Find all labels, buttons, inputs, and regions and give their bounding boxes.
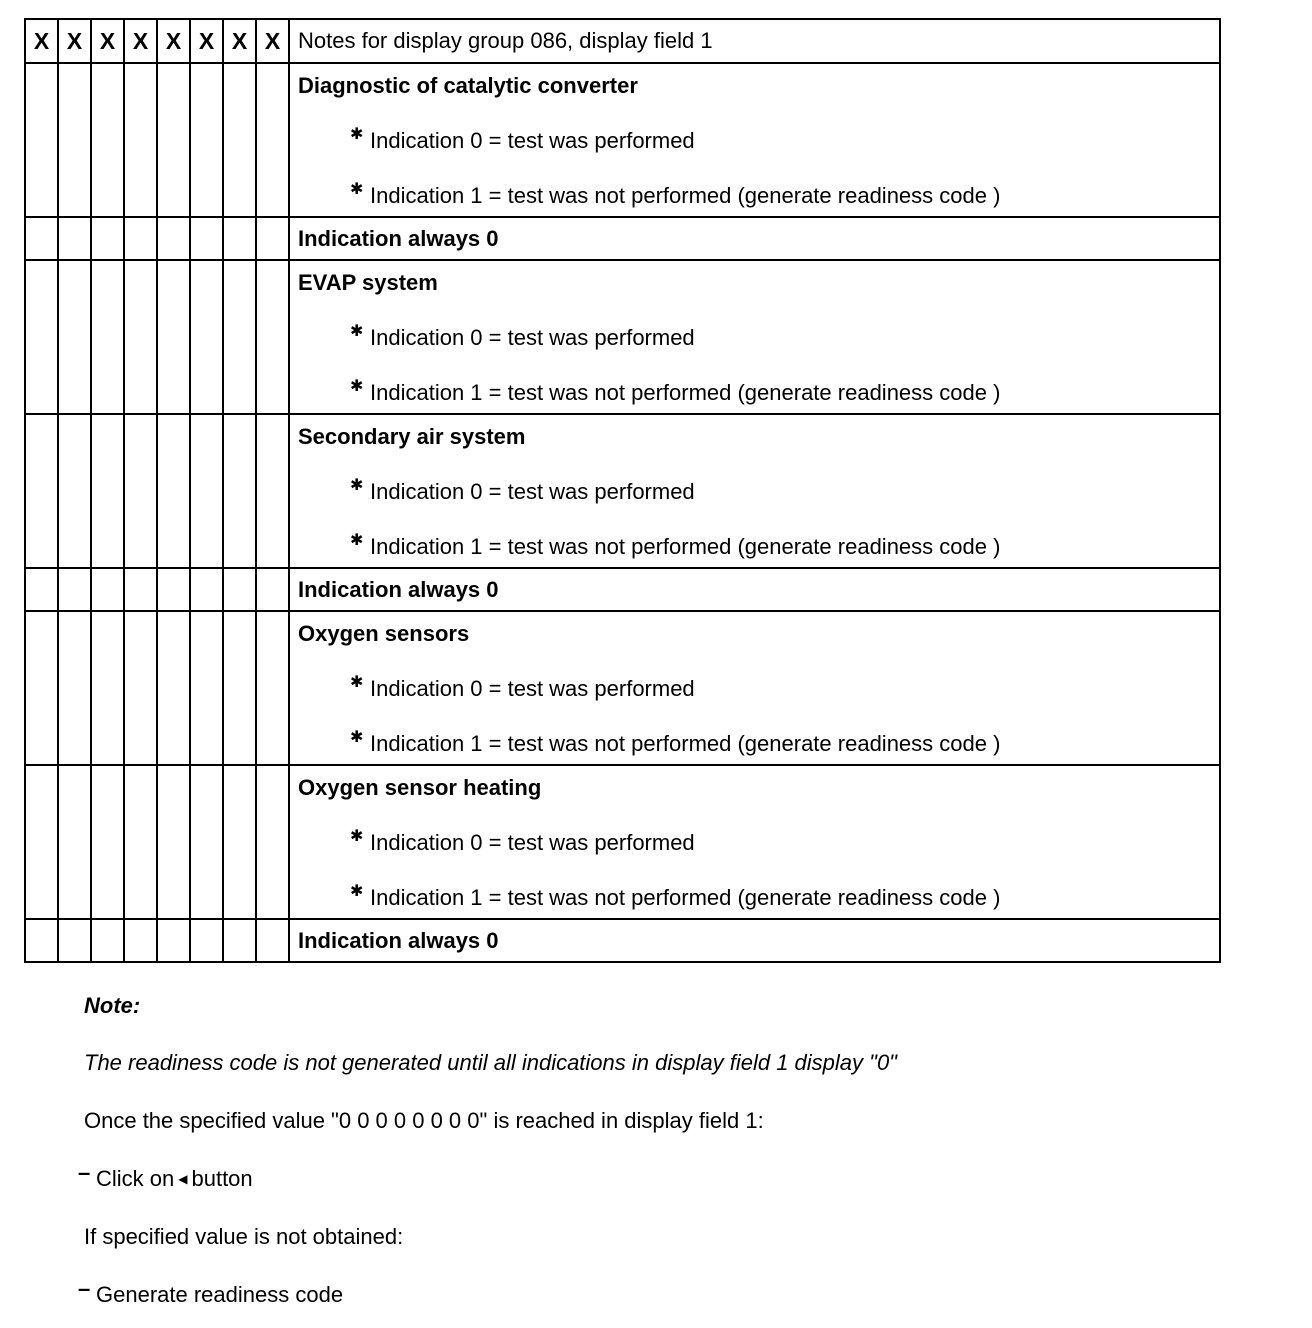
bit-cell xyxy=(25,414,58,568)
table-row xyxy=(25,63,1220,217)
bullet-icon: ✱ xyxy=(350,126,364,143)
bit-marker: X xyxy=(66,28,83,54)
bit-header-cell xyxy=(25,19,58,63)
bullet-icon: ✱ xyxy=(350,477,364,494)
bit-cell xyxy=(223,217,256,260)
bit-cell xyxy=(190,63,223,217)
bullet-item xyxy=(350,729,1219,756)
bit-cell xyxy=(256,611,289,765)
bullet-icon: ✱ xyxy=(350,181,364,198)
bit-cell xyxy=(58,414,91,568)
row-title: Diagnostic of catalytic converter xyxy=(298,73,638,98)
table-header-row xyxy=(25,19,1220,63)
bit-cell xyxy=(91,414,124,568)
description-cell xyxy=(289,568,1220,611)
table-row xyxy=(25,568,1220,611)
bullet-text: Indication 1 = test was not performed (generate readiness code ) xyxy=(370,885,1001,910)
bit-cell xyxy=(58,919,91,962)
table-row xyxy=(25,765,1220,919)
bit-cell xyxy=(124,414,157,568)
bit-cell xyxy=(91,611,124,765)
bit-cell xyxy=(124,919,157,962)
bit-cell xyxy=(25,260,58,414)
click-suffix: button xyxy=(191,1166,253,1191)
bit-cell xyxy=(25,611,58,765)
bit-cell xyxy=(25,919,58,962)
description-cell xyxy=(289,260,1220,414)
bit-cell xyxy=(157,217,190,260)
bit-header-cell xyxy=(190,19,223,63)
bit-cell xyxy=(256,217,289,260)
description-cell xyxy=(289,63,1220,217)
bullet-text: Indication 1 = test was not performed (generate readiness code ) xyxy=(370,534,1001,559)
bit-marker: X xyxy=(33,28,50,54)
bullet-text: Indication 0 = test was performed xyxy=(370,676,695,701)
bit-cell xyxy=(190,765,223,919)
bit-cell xyxy=(190,919,223,962)
description-cell xyxy=(289,765,1220,919)
header-label: Notes for display group 086, display field 1 xyxy=(298,28,713,53)
bit-cell xyxy=(25,568,58,611)
table-row xyxy=(25,217,1220,260)
bit-cell xyxy=(256,260,289,414)
click-prefix: Click on xyxy=(96,1166,175,1191)
bit-header-cell xyxy=(256,19,289,63)
bit-marker: X xyxy=(231,28,248,54)
bullet-icon: ✱ xyxy=(350,323,364,340)
bit-cell xyxy=(256,414,289,568)
bit-cell xyxy=(223,414,256,568)
bit-cell xyxy=(58,217,91,260)
description-cell xyxy=(289,919,1220,962)
description-cell xyxy=(289,217,1220,260)
bit-marker: X xyxy=(264,28,281,54)
bit-cell xyxy=(223,611,256,765)
back-arrow-icon[interactable]: ◀ xyxy=(178,1172,188,1186)
bullet-icon: ✱ xyxy=(350,883,364,900)
bullet-item xyxy=(350,532,1219,559)
bullet-text: Indication 1 = test was not performed (generate readiness code ) xyxy=(370,731,1001,756)
bit-marker: X xyxy=(165,28,182,54)
bit-cell xyxy=(157,919,190,962)
bit-cell xyxy=(157,611,190,765)
notes-section xyxy=(78,993,1234,1307)
bullet-text: Indication 1 = test was not performed (generate readiness code ) xyxy=(370,183,1001,208)
bit-cell xyxy=(124,611,157,765)
bit-cell xyxy=(256,919,289,962)
bit-cell xyxy=(256,63,289,217)
bit-cell xyxy=(223,919,256,962)
bullet-item xyxy=(350,181,1219,208)
dash-icon: – xyxy=(78,1160,91,1185)
bullet-text: Indication 0 = test was performed xyxy=(370,128,695,153)
bit-cell xyxy=(124,260,157,414)
row-title: EVAP system xyxy=(298,270,438,295)
bit-header-cell xyxy=(91,19,124,63)
bit-header-cell xyxy=(124,19,157,63)
bit-cell xyxy=(91,919,124,962)
bullet-item xyxy=(350,323,1219,350)
bit-header-cell xyxy=(58,19,91,63)
bit-cell xyxy=(124,63,157,217)
bullet-item xyxy=(350,126,1219,153)
bit-marker: X xyxy=(132,28,149,54)
bit-header-cell xyxy=(157,19,190,63)
header-label-cell xyxy=(289,19,1220,63)
bullet-item xyxy=(350,828,1219,855)
bit-cell xyxy=(223,63,256,217)
bit-cell xyxy=(223,765,256,919)
bit-cell xyxy=(91,260,124,414)
bit-cell xyxy=(256,765,289,919)
bit-cell xyxy=(124,217,157,260)
bit-cell xyxy=(58,611,91,765)
bit-cell xyxy=(157,568,190,611)
if-not-obtained-text: If specified value is not obtained: xyxy=(84,1224,404,1249)
bit-cell xyxy=(25,217,58,260)
bit-marker: X xyxy=(198,28,215,54)
bit-cell xyxy=(157,414,190,568)
bit-cell xyxy=(223,568,256,611)
bullet-text: Indication 0 = test was performed xyxy=(370,325,695,350)
once-reached-text: Once the specified value "0 0 0 0 0 0 0 0" is reached in display field 1: xyxy=(84,1108,764,1133)
click-instruction xyxy=(78,1160,1234,1191)
table-row xyxy=(25,919,1220,962)
description-cell xyxy=(289,611,1220,765)
bit-cell xyxy=(25,765,58,919)
row-title: Indication always 0 xyxy=(298,577,499,602)
bit-cell xyxy=(190,414,223,568)
note-italic-text: The readiness code is not generated until all indications in display field 1 display "0" xyxy=(84,1050,897,1075)
table-row xyxy=(25,611,1220,765)
bit-cell xyxy=(190,611,223,765)
display-group-table xyxy=(24,18,1221,963)
bit-cell xyxy=(91,765,124,919)
row-title: Secondary air system xyxy=(298,424,526,449)
bit-cell xyxy=(256,568,289,611)
bullet-text: Indication 0 = test was performed xyxy=(370,830,695,855)
bit-cell xyxy=(157,260,190,414)
bullet-icon: ✱ xyxy=(350,532,364,549)
table-row xyxy=(25,414,1220,568)
bullet-text: Indication 1 = test was not performed (generate readiness code ) xyxy=(370,380,1001,405)
bullet-icon: ✱ xyxy=(350,378,364,395)
bit-cell xyxy=(91,568,124,611)
bullet-item xyxy=(350,674,1219,701)
bit-cell xyxy=(58,568,91,611)
row-title: Oxygen sensor heating xyxy=(298,775,542,800)
bullet-item xyxy=(350,477,1219,504)
bit-cell xyxy=(91,217,124,260)
bit-marker: X xyxy=(99,28,116,54)
row-title: Oxygen sensors xyxy=(298,621,470,646)
table-row xyxy=(25,260,1220,414)
bit-cell xyxy=(157,63,190,217)
bit-cell xyxy=(58,63,91,217)
bit-cell xyxy=(58,765,91,919)
bit-cell xyxy=(190,568,223,611)
bullet-icon: ✱ xyxy=(350,729,364,746)
bit-cell xyxy=(58,260,91,414)
generate-instruction xyxy=(78,1276,1234,1307)
bit-cell xyxy=(25,63,58,217)
description-cell xyxy=(289,414,1220,568)
bit-cell xyxy=(157,765,190,919)
bullet-item xyxy=(350,378,1219,405)
bit-cell xyxy=(190,217,223,260)
bullet-text: Indication 0 = test was performed xyxy=(370,479,695,504)
bullet-icon: ✱ xyxy=(350,828,364,845)
note-heading: Note: xyxy=(84,993,141,1018)
bit-cell xyxy=(91,63,124,217)
generate-text: Generate readiness code xyxy=(96,1282,344,1307)
bit-cell xyxy=(124,765,157,919)
dash-icon: – xyxy=(78,1276,91,1301)
bullet-icon: ✱ xyxy=(350,674,364,691)
bit-cell xyxy=(124,568,157,611)
bullet-item xyxy=(350,883,1219,910)
row-title: Indication always 0 xyxy=(298,928,499,953)
bit-header-cell xyxy=(223,19,256,63)
bit-cell xyxy=(190,260,223,414)
row-title: Indication always 0 xyxy=(298,226,499,251)
bit-cell xyxy=(223,260,256,414)
